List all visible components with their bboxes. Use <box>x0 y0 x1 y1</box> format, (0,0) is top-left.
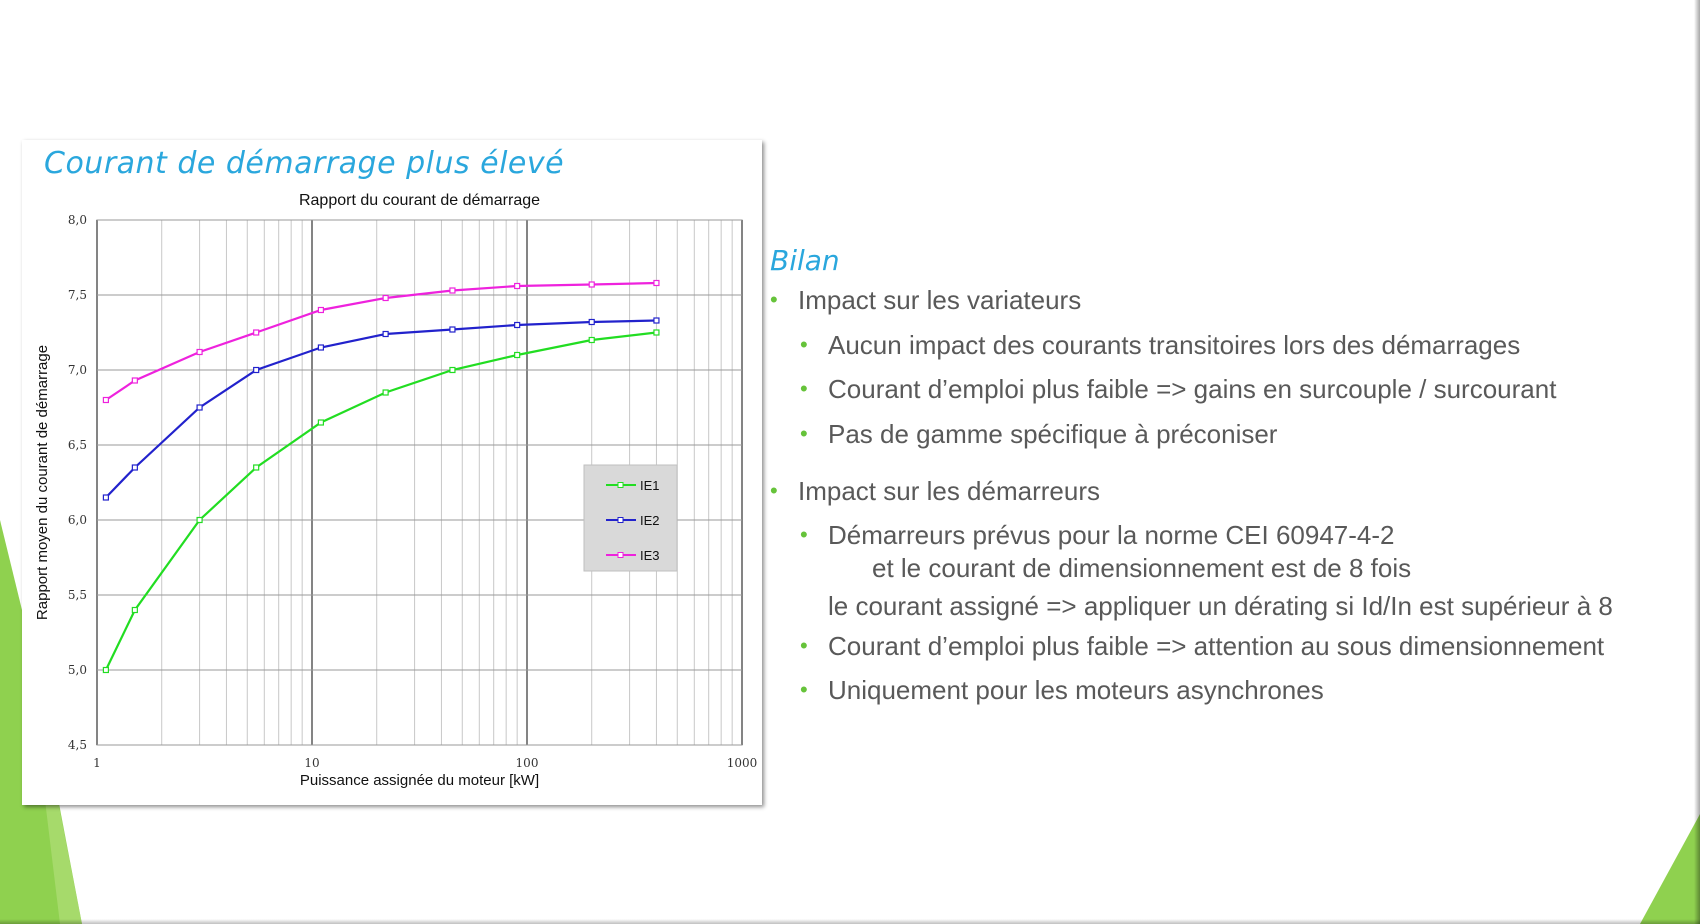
bilan-title: Bilan <box>770 244 840 277</box>
bullet-dot: • <box>770 478 778 503</box>
bullet-text-level-2: Uniquement pour les moteurs asynchrones <box>828 675 1324 705</box>
x-tick-label: 1000 <box>726 756 758 770</box>
data-point-IE2 <box>589 320 594 325</box>
x-axis-label: Puissance assignée du moteur [kW] <box>299 772 540 789</box>
data-point-IE3 <box>589 282 594 287</box>
data-point-IE1 <box>132 608 137 613</box>
y-tick-label: 7,0 <box>67 363 87 377</box>
bullet-text-level-2: Démarreurs prévus pour la norme CEI 60947-4-2 <box>828 520 1395 550</box>
legend-label-IE1: IE1 <box>640 478 660 493</box>
y-tick-label: 5,5 <box>67 588 87 602</box>
y-axis-label: Rapport moyen du courant de démarrage <box>34 344 51 621</box>
data-point-IE1 <box>515 353 520 358</box>
data-point-IE2 <box>197 405 202 410</box>
data-point-IE3 <box>450 288 455 293</box>
slide-edge-shadow <box>1694 0 1700 924</box>
bullet-text-level-2: Courant d’emploi plus faible => gains en surcouple / surcourant <box>828 374 1557 404</box>
legend-marker-IE1 <box>618 483 623 488</box>
bullet-text-level-2: Courant d’emploi plus faible => attention au sous dimensionnement <box>828 631 1605 661</box>
legend-label-IE3: IE3 <box>640 548 660 563</box>
data-point-IE3 <box>515 284 520 289</box>
bullet-text-level-2: Pas de gamme spécifique à préconiser <box>828 419 1278 449</box>
chart-panel-title: Courant de démarrage plus élevé <box>44 146 565 181</box>
bullet-dot: • <box>770 287 778 312</box>
data-point-IE1 <box>450 368 455 373</box>
chart-panel <box>22 140 762 805</box>
x-tick-label: 1 <box>93 756 101 770</box>
data-point-IE1 <box>654 330 659 335</box>
data-point-IE3 <box>254 330 259 335</box>
legend-marker-IE2 <box>618 518 623 523</box>
data-point-IE1 <box>589 338 594 343</box>
bullet-dot: • <box>800 633 808 658</box>
y-tick-label: 6,0 <box>67 513 87 527</box>
data-point-IE1 <box>197 518 202 523</box>
bullet-dot: • <box>800 522 808 547</box>
data-point-IE3 <box>132 378 137 383</box>
y-tick-label: 8,0 <box>67 213 87 227</box>
legend-marker-IE3 <box>618 553 623 558</box>
data-point-IE2 <box>383 332 388 337</box>
data-point-IE3 <box>318 308 323 313</box>
bullet-text-level-2: Aucun impact des courants transitoires lors des démarrages <box>828 330 1521 360</box>
data-point-IE3 <box>654 281 659 286</box>
data-point-IE1 <box>318 420 323 425</box>
data-point-IE3 <box>197 350 202 355</box>
data-point-IE2 <box>103 495 108 500</box>
y-tick-label: 4,5 <box>67 738 87 752</box>
data-point-IE2 <box>515 323 520 328</box>
x-tick-label: 10 <box>304 756 320 770</box>
data-point-IE2 <box>654 318 659 323</box>
bullet-dot: • <box>800 332 808 357</box>
legend-label-IE2: IE2 <box>640 513 660 528</box>
bullet-dot: • <box>800 376 808 401</box>
data-point-IE2 <box>132 465 137 470</box>
chart <box>22 140 762 805</box>
data-point-IE1 <box>103 668 108 673</box>
bullet-text-level-3: et le courant de dimensionnement est de 8 fois <box>872 553 1412 583</box>
data-point-IE2 <box>450 327 455 332</box>
bullet-text-level-1: Impact sur les variateurs <box>798 285 1082 315</box>
y-tick-label: 5,0 <box>67 663 87 677</box>
data-point-IE3 <box>103 398 108 403</box>
y-tick-label: 7,5 <box>67 288 87 302</box>
bullet-dot: • <box>800 421 808 446</box>
slide-bottom-shadow <box>0 919 1700 924</box>
data-point-IE2 <box>318 345 323 350</box>
data-point-IE1 <box>383 390 388 395</box>
data-point-IE3 <box>383 296 388 301</box>
bullet-text-level-1: Impact sur les démarreurs <box>798 476 1100 506</box>
bullet-text-level-4: le courant assigné => appliquer un dérating si Id/In est supérieur à 8 <box>828 591 1613 621</box>
right-decoration <box>1610 774 1700 924</box>
chart-title: Rapport du courant de démarrage <box>298 192 541 209</box>
data-point-IE2 <box>254 368 259 373</box>
y-tick-label: 6,5 <box>67 438 87 452</box>
x-tick-label: 100 <box>515 756 539 770</box>
bullet-dot: • <box>800 677 808 702</box>
data-point-IE1 <box>254 465 259 470</box>
